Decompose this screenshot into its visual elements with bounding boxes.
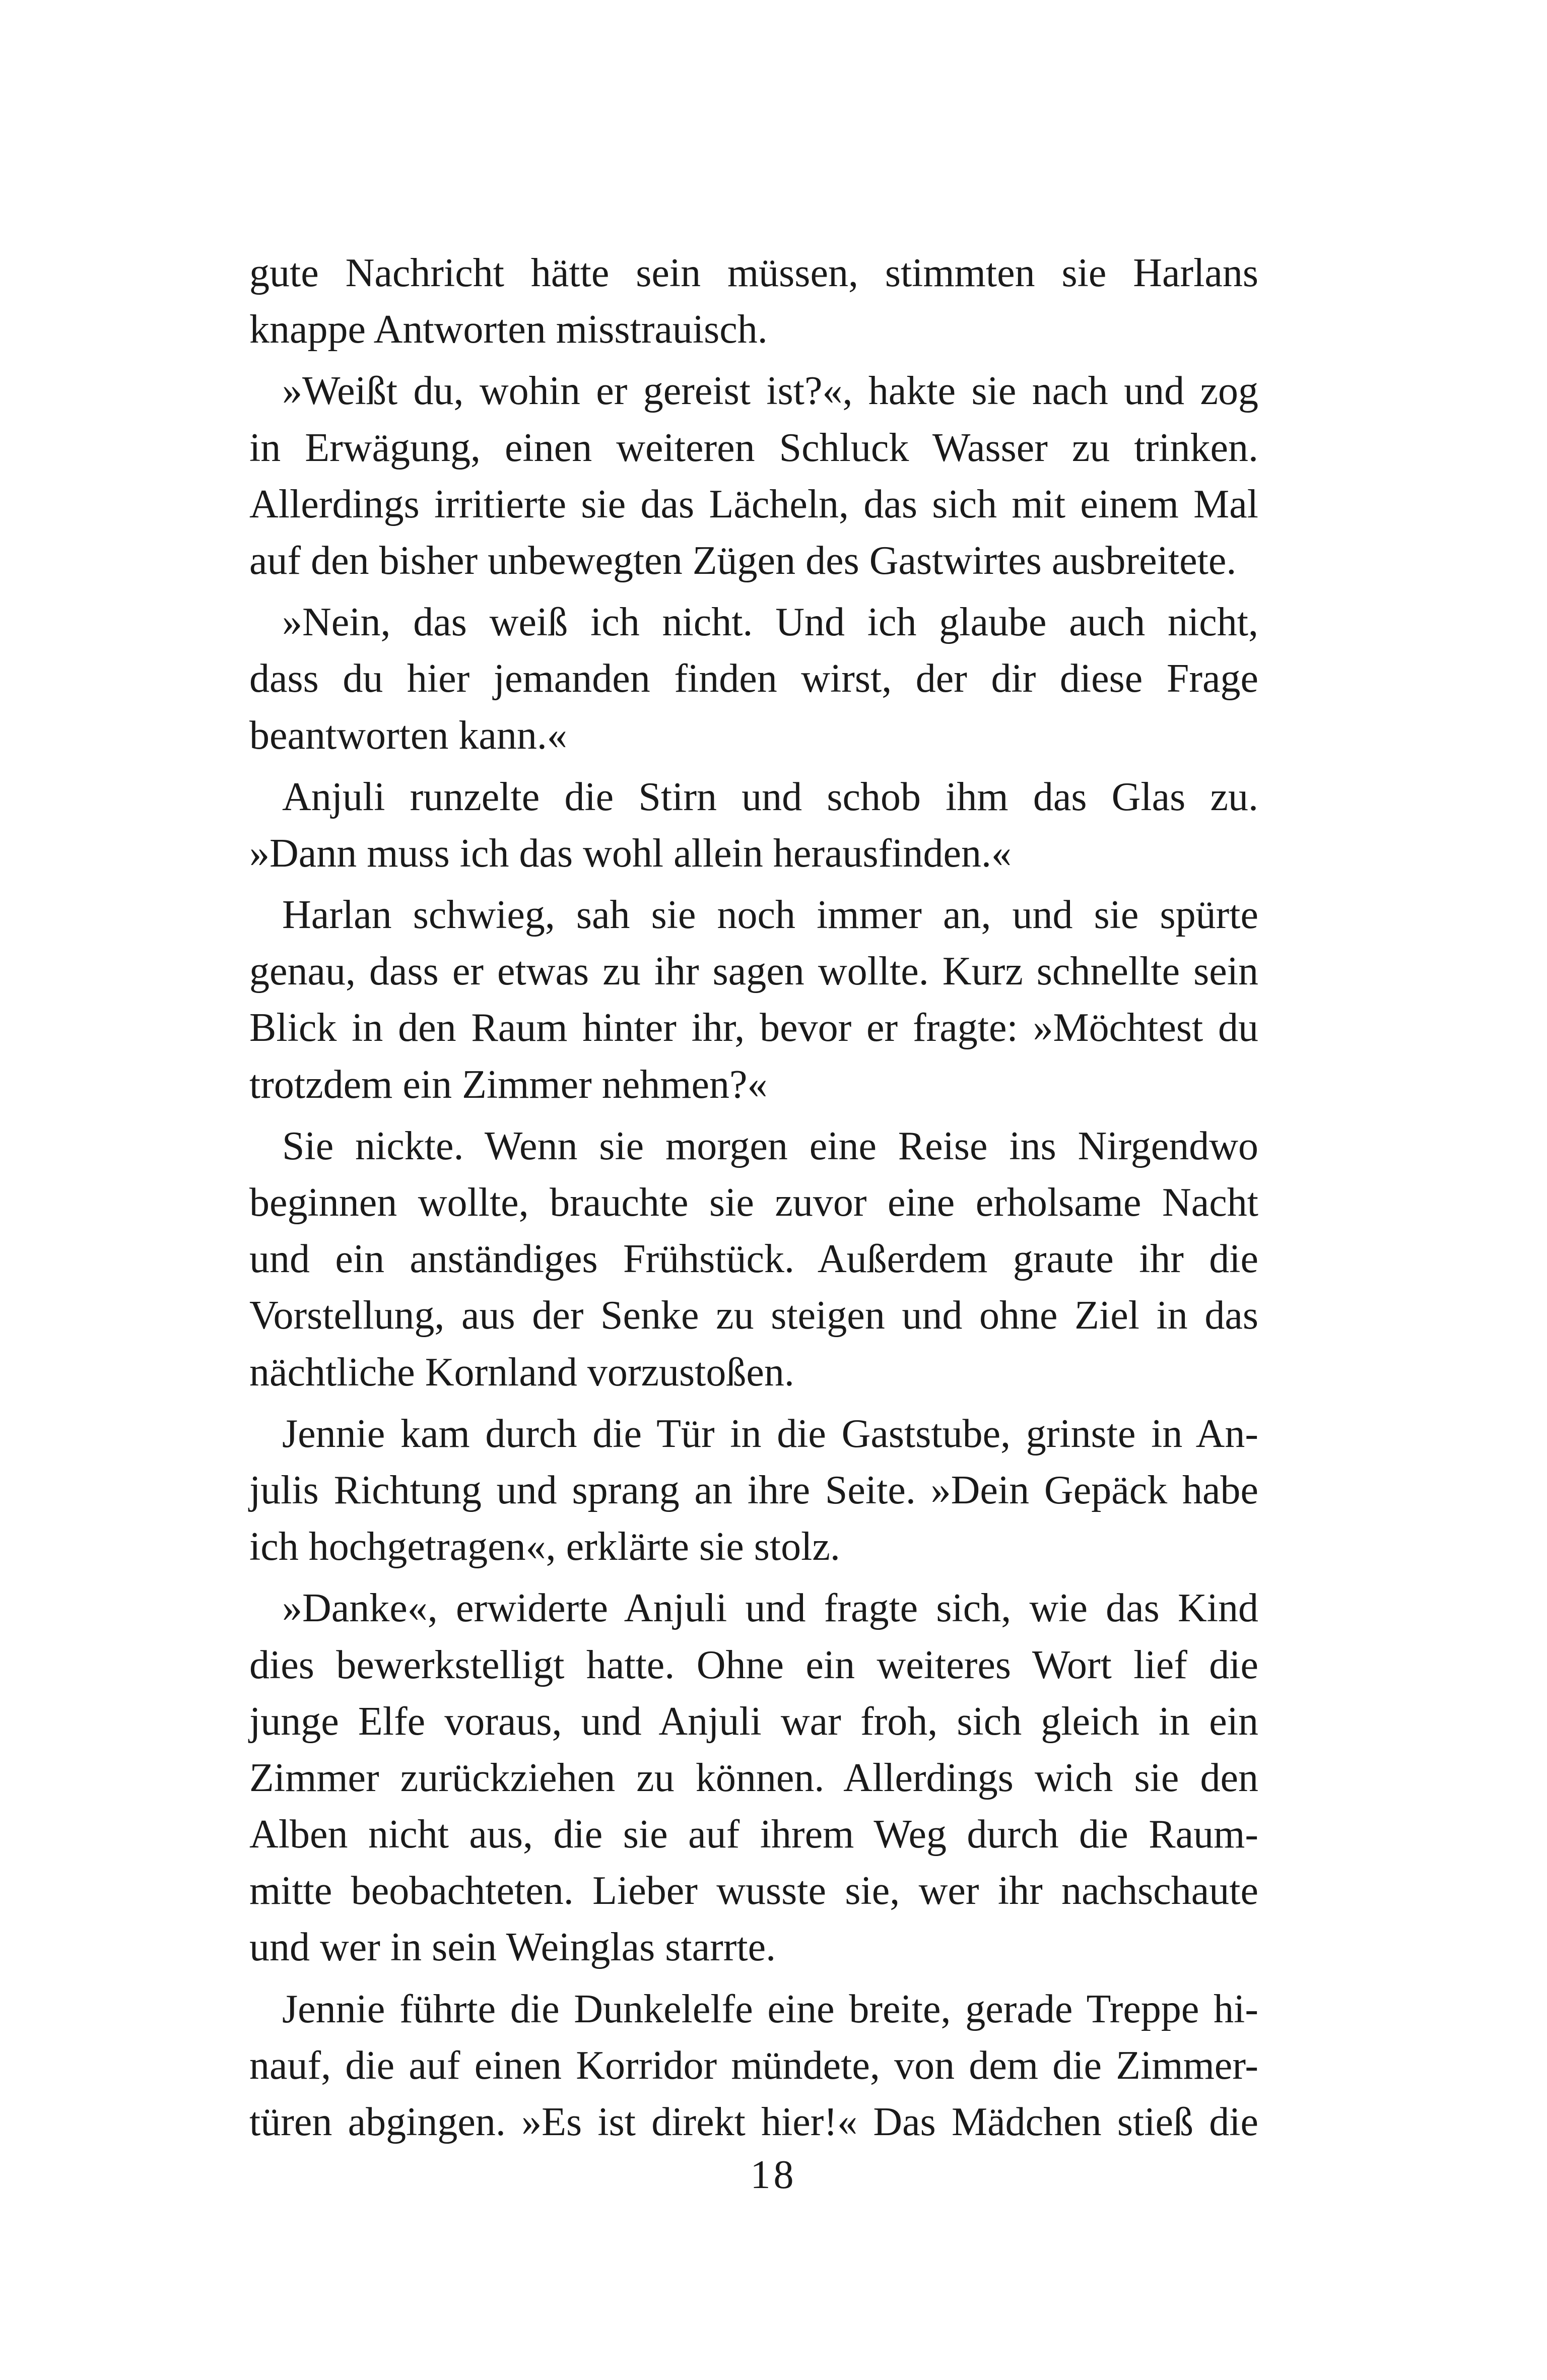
- text-line: und wer in sein Weinglas starrte.: [249, 1925, 776, 1970]
- text-line: Jennie führte die Dunkelelfe eine breite, gerade Treppe hi-: [282, 1987, 1258, 2031]
- text-line: »Nein, das weiß ich nicht. Und ich glaube auch nicht,: [282, 600, 1258, 645]
- body-text: [249, 245, 1258, 2150]
- text-line: julis Richtung und sprang an ihre Seite. »Dein Gepäck habe: [249, 1468, 1258, 1512]
- text-line: junge Elfe voraus, und Anjuli war froh, sich gleich in ein: [249, 1699, 1258, 1744]
- text-line: Blick in den Raum hinter ihr, bevor er fragte: »Möchtest du: [249, 1006, 1258, 1050]
- text-line: knappe Antworten misstrauisch.: [249, 307, 768, 352]
- page-number: 18: [750, 2153, 797, 2197]
- text-line: »Danke«, erwiderte Anjuli und fragte sich, wie das Kind: [282, 1586, 1258, 1631]
- text-line: Sie nickte. Wenn sie morgen eine Reise ins Nirgendwo: [282, 1123, 1258, 1168]
- text-line: Anjuli runzelte die Stirn und schob ihm das Glas zu.: [282, 774, 1258, 819]
- text-line: nauf, die auf einen Korridor mündete, von dem die Zimmer-: [249, 2043, 1258, 2088]
- text-line: »Dann muss ich das wohl allein herausfinden.«: [249, 831, 1012, 876]
- text-line: Jennie kam durch die Tür in die Gaststube, grinste in An-: [282, 1411, 1258, 1456]
- text-line: in Erwägung, einen weiteren Schluck Wasser zu trinken.: [249, 425, 1258, 470]
- text-line: und ein anständiges Frühstück. Außerdem graute ihr die: [249, 1237, 1258, 1282]
- text-line: Alben nicht aus, die sie auf ihrem Weg durch die Raum-: [249, 1812, 1258, 1857]
- text-line: beginnen wollte, brauchte sie zuvor eine erholsame Nacht: [249, 1180, 1258, 1225]
- text-line: türen abgingen. »Es ist direkt hier!« Das Mädchen stieß die: [249, 2100, 1258, 2144]
- text-line: ich hochgetragen«, erklärte sie stolz.: [249, 1525, 840, 1569]
- text-line: nächtliche Kornland vorzustoßen.: [249, 1350, 794, 1395]
- text-line: Zimmer zurückziehen zu können. Allerdings wich sie den: [249, 1755, 1258, 1800]
- text-line: dass du hier jemanden finden wirst, der dir diese Frage: [249, 656, 1258, 701]
- text-line: Allerdings irritierte sie das Lächeln, das sich mit einem Mal: [249, 482, 1258, 526]
- text-line: genau, dass er etwas zu ihr sagen wollte. Kurz schnellte sein: [249, 949, 1258, 994]
- text-line: beantworten kann.«: [249, 713, 567, 758]
- text-line: auf den bisher unbewegten Zügen des Gastwirtes ausbreitete.: [249, 538, 1237, 583]
- text-line: Vorstellung, aus der Senke zu steigen und ohne Ziel in das: [249, 1293, 1258, 1338]
- text-line: trotzdem ein Zimmer nehmen?«: [249, 1062, 768, 1107]
- text-line: gute Nachricht hätte sein müssen, stimmten sie Harlans: [249, 251, 1258, 295]
- text-line: »Weißt du, wohin er gereist ist?«, hakte sie nach und zog: [282, 369, 1258, 414]
- text-line: Harlan schwieg, sah sie noch immer an, und sie spürte: [282, 893, 1258, 938]
- text-line: mitte beobachteten. Lieber wusste sie, wer ihr nachschaute: [249, 1869, 1258, 1913]
- text-line: dies bewerkstelligt hatte. Ohne ein weiteres Wort lief die: [249, 1642, 1258, 1687]
